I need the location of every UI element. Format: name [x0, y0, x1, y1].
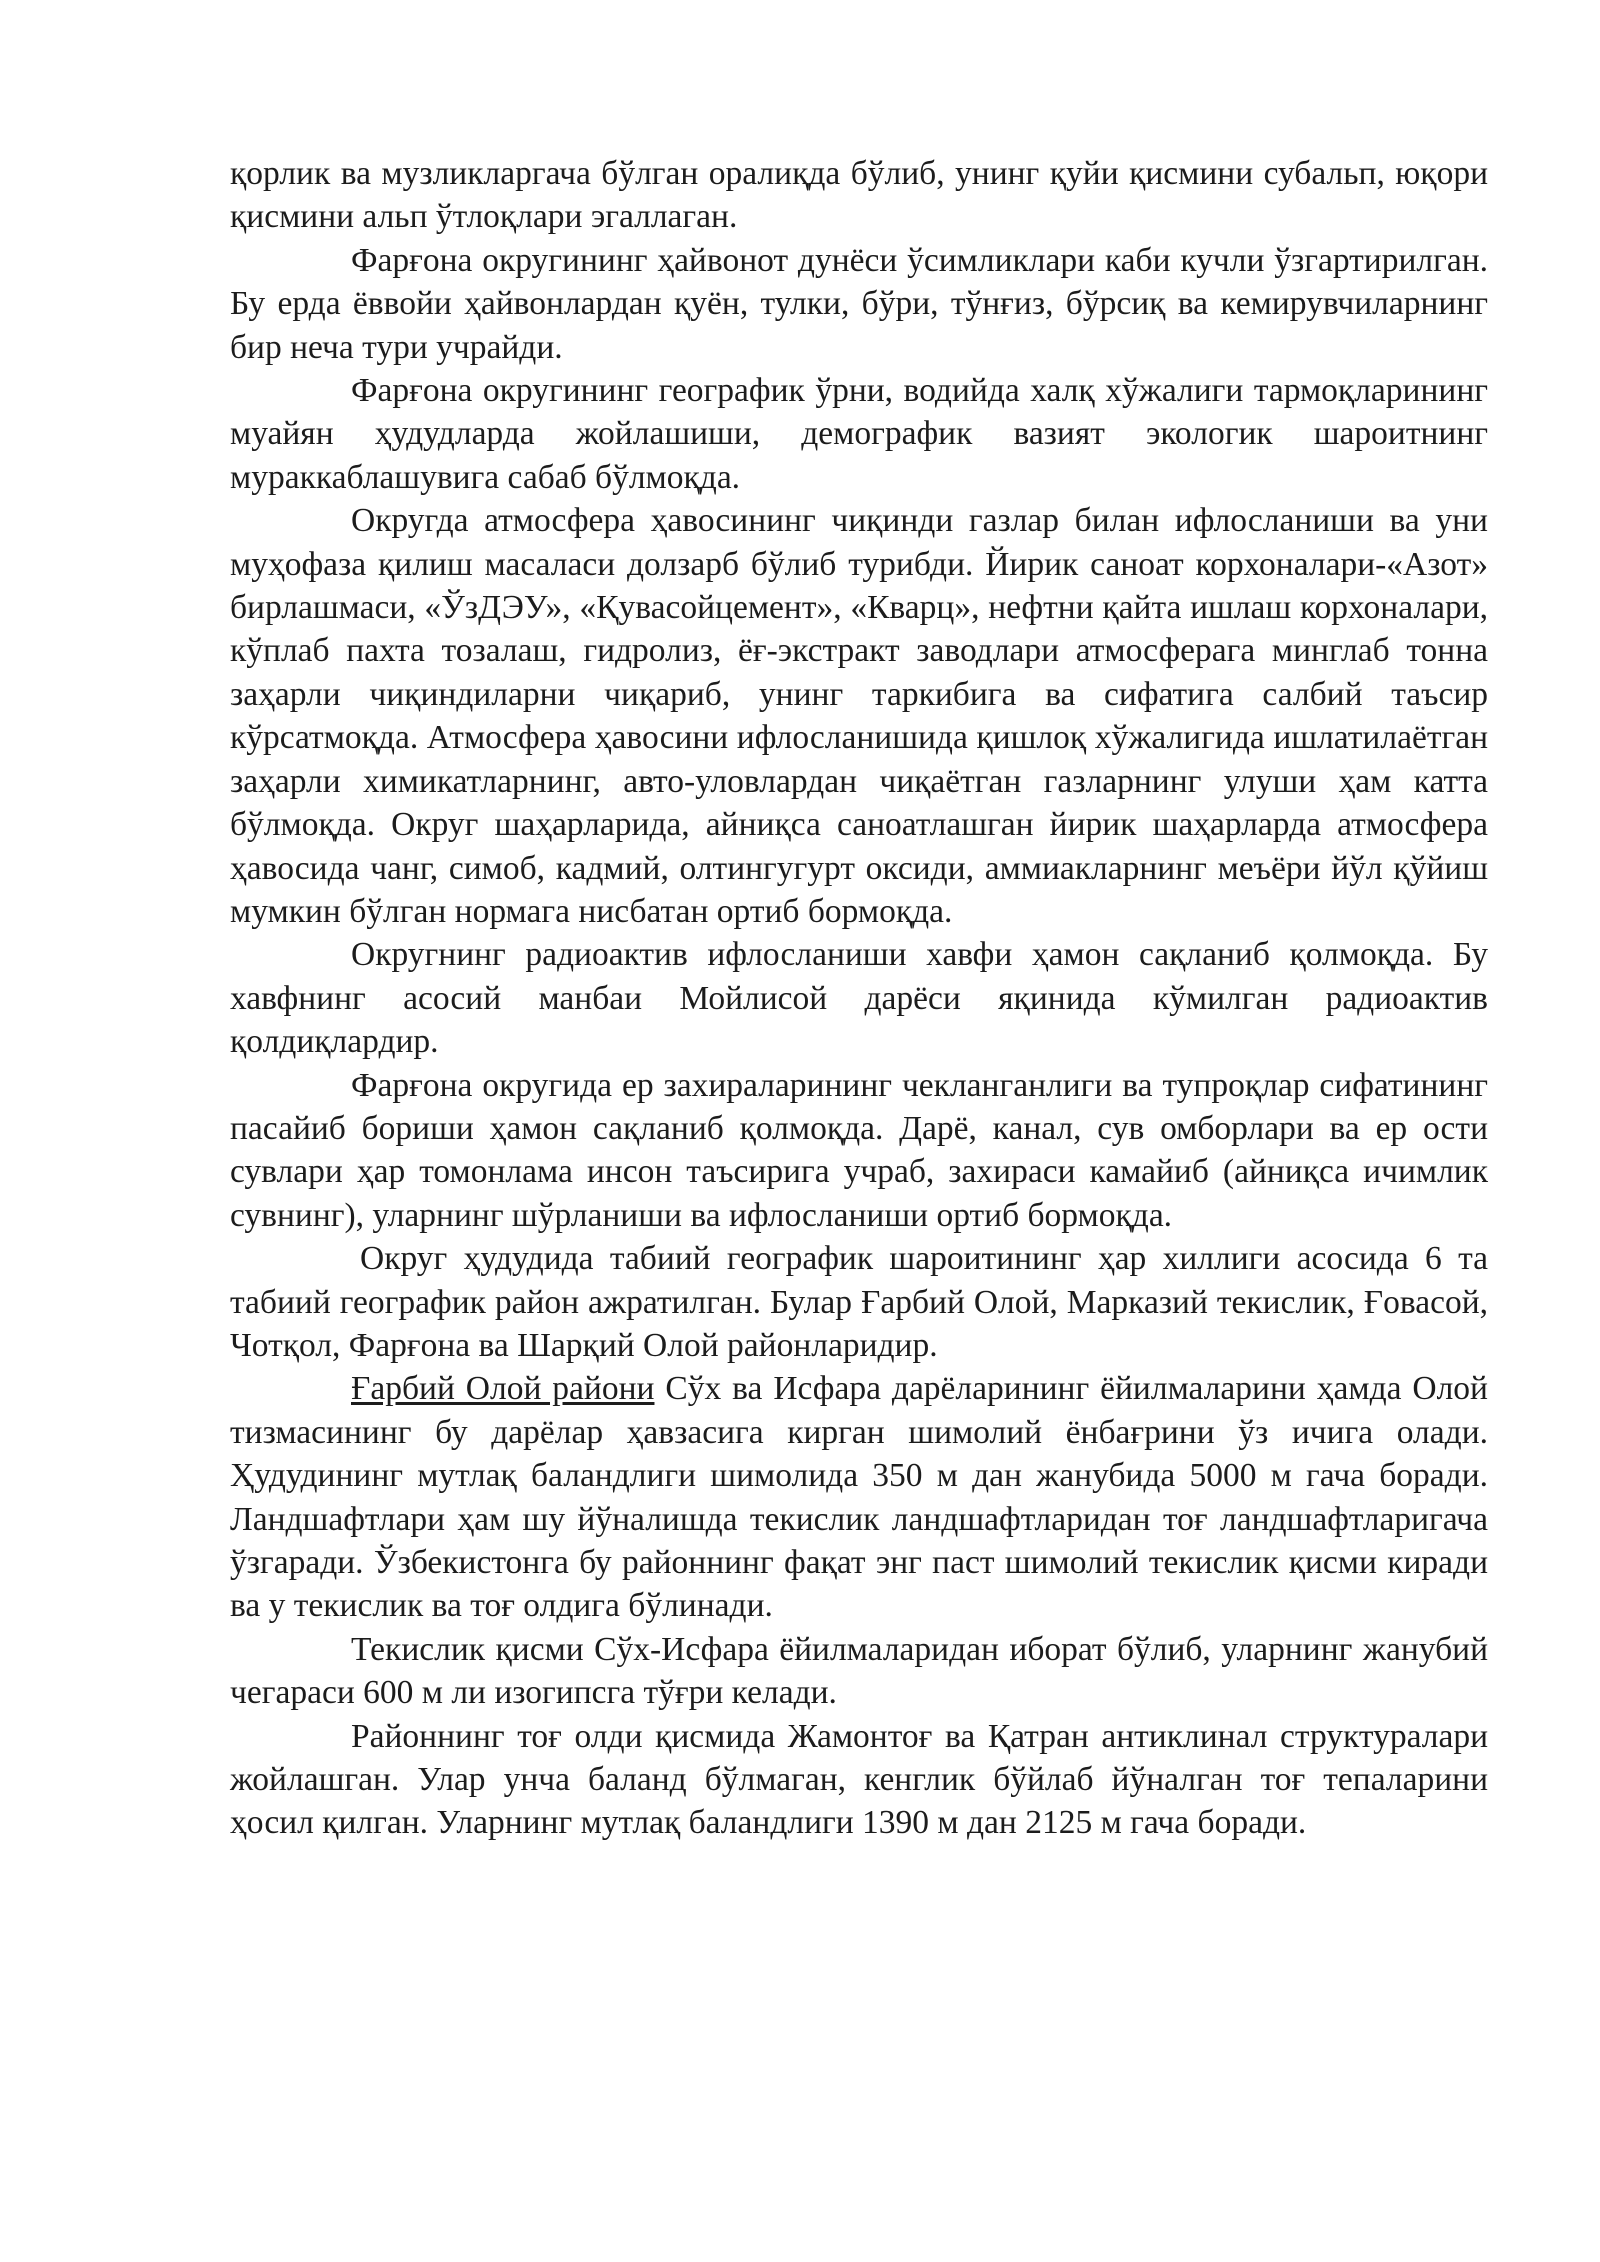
paragraph-western-alay-body: Сўх ва Исфара дарёларининг ёйилмаларини ҳамда Олой тизмасининг бу дарёлар ҳавзасига кирган шимолий ёнбағрини ўз ичига олади. Ҳудудининг мутлақ баландлиги шимолида 350 м дан жанубида 5000 м гача боради. Ландшафтлари ҳам шу йўналишда текислик ландшафтларидан тоғ ландшафтларигача ўзгаради. Ўзбекистонга бу районнинг фақат энг паст шимолий текислик қисми киради ва у текислик ва тоғ олдига бўлинади. — [230, 1370, 1488, 1625]
paragraph-western-alay-region — [230, 1367, 1488, 1627]
paragraph-fauna: Фарғона округининг ҳайвонот дунёси ўсимликлари каби кучли ўзгартирилган. Бу ерда ёввойи ҳайвонлардан қуён, тулки, бўри, тўнғиз, бўрсиқ ва кемирувчиларнинг бир неча тури учрайди. — [230, 241, 1488, 366]
paragraph-natural-regions: Округ ҳудудида табиий географик шароитининг ҳар хиллиги асосида 6 та табиий географик район ажратилган. Булар Ғарбий Олой, Марказий текислик, Ғовасой, Чотқол, Фарғона ва Шарқий Олой районларидир. — [230, 1240, 1488, 1364]
region-heading-western-alay: Ғарбий Олой райони — [351, 1370, 655, 1408]
paragraph-alpine-meadows: қорлик ва музликларгача бўлган оралиқда бўлиб, унинг қуйи қисмини субальп, юқори қисмини альп ўтлоқлари эгаллаган. — [230, 155, 1488, 236]
paragraph-radioactive-pollution: Округнинг радиоактив ифлосланиши хавфи ҳамон сақланиб қолмоқда. Бу хавфнинг асосий манбаи Мойлисой дарёси яқинида кўмилган радиоактив қолдиқлардир. — [230, 936, 1488, 1061]
document-page — [230, 152, 1488, 1845]
paragraph-air-pollution: Округда атмосфера ҳавосининг чиқинди газлар билан ифлосланиши ва уни муҳофаза қилиш масаласи долзарб бўлиб турибди. Йирик саноат корхоналари-«Азот» бирлашмаси, «ЎзДЭУ», «Қувасойцемент», «Кварц», нефтни қайта ишлаш корхоналари, кўплаб пахта тозалаш, гидролиз, ёғ-экстракт заводлари атмосферага минглаб тонна заҳарли чиқиндиларни чиқариб, унинг таркибига ва сифатига салбий таъсир кўрсатмоқда. Атмосфера ҳавосини ифлосланишида қишлоқ хўжалигида ишлатилаётган заҳарли химикатларнинг, авто-уловлардан чиқаётган газларнинг улуши ҳам катта бўлмоқда. Округ шаҳарларида, айниқса саноатлашган йирик шаҳарларда атмосфера ҳавосида чанг, симоб, кадмий, олтингугурт оксиди, аммиакларнинг меъёри йўл қўйиш мумкин бўлган нормага нисбатан ортиб бормоқда. — [230, 502, 1488, 930]
paragraph-plain-part: Текислик қисми Сўх-Исфара ёйилмаларидан иборат бўлиб, уларнинг жанубий чегараси 600 м ли изогипсга тўғри келади. — [230, 1630, 1488, 1712]
paragraph-foothill-part: Районнинг тоғ олди қисмида Жамонтоғ ва Қатран антиклинал структуралари жойлашган. Улар унча баланд бўлмаган, кенглик бўйлаб йўналган тоғ тепаларини ҳосил қилган. Уларнинг мутлақ баландлиги 1390 м дан 2125 м гача боради. — [230, 1717, 1488, 1842]
paragraph-land-water-resources: Фарғона округида ер захираларининг чекланганлиги ва тупроқлар сифатининг пасайиб бориши ҳамон сақланиб қолмоқда. Дарё, канал, сув омборлари ва ер ости сувлари ҳар томонлама инсон таъсирига учраб, захираси камайиб (айниқса ичимлик сувнинг), уларнинг шўрланиши ва ифлосланиши ортиб бормоқда. — [230, 1066, 1488, 1234]
paragraph-geographic-position: Фарғона округининг географик ўрни, водийда халқ хўжалиги тармоқларининг муайян ҳудудларда жойлашиши, демографик вазият экологик шароитнинг мураккаблашувига сабаб бўлмоқда. — [230, 372, 1488, 496]
